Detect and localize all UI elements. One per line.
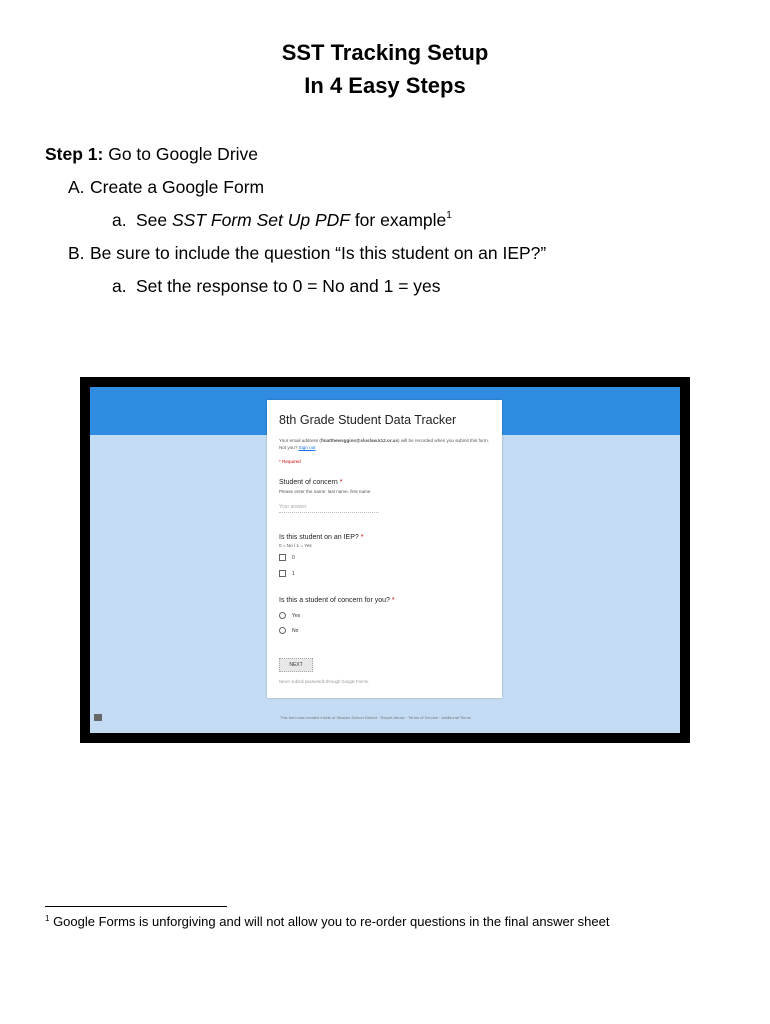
question-1-label: Student of concern	[279, 479, 338, 486]
document-title-line1: SST Tracking Setup	[281, 40, 489, 65]
email-address: fmatthewsggins@sluslaw.k12.or.us	[320, 438, 399, 443]
password-warning: Never submit passwords through Google Forms.	[279, 679, 370, 684]
footnote-text: Google Forms is unforgiving and will not allow you to re-order questions in the final answer sheet	[49, 914, 610, 929]
step-1a-a-line	[112, 208, 452, 232]
question-1-title	[279, 479, 342, 486]
form-screenshot	[80, 377, 690, 743]
checkbox-icon[interactable]	[279, 570, 286, 577]
list-marker: a.	[112, 210, 127, 230]
required-star: *	[391, 597, 395, 604]
concern-option-yes[interactable]	[279, 612, 300, 619]
step-1b-a-line	[112, 274, 441, 298]
step-1b-line	[68, 241, 546, 265]
email-note-post: ) will be recorded when you submit this form. Not you?	[279, 438, 489, 450]
required-note: * Required	[279, 459, 301, 464]
list-marker: B.	[68, 243, 85, 263]
email-note-pre: Your email address (	[279, 438, 321, 443]
concern-option-no[interactable]	[279, 627, 298, 634]
question-1-subtitle: Please enter the name: last name, first name	[279, 489, 371, 494]
footnote-divider	[45, 906, 227, 907]
step-1a-a-suffix: for example	[349, 210, 447, 230]
student-name-input[interactable]: Your answer	[279, 504, 379, 513]
form-card	[267, 400, 502, 698]
next-button[interactable]: NEXT	[279, 658, 313, 672]
step-1b-a-text: Set the response to 0 = No and 1 = yes	[136, 276, 441, 296]
required-star: *	[339, 479, 343, 486]
form-screen	[90, 387, 680, 733]
iep-option-0[interactable]	[279, 554, 295, 561]
footnote-number: 1	[45, 914, 50, 923]
step-1b-text: Be sure to include the question “Is this student on an IEP?”	[90, 243, 547, 263]
form-title: 8th Grade Student Data Tracker	[279, 413, 457, 427]
form-footer: This form was created inside of Siuslaw School District · Report Abuse · Terms of Service · Additional Terms	[280, 715, 471, 720]
question-2-label: Is this student on an IEP?	[279, 534, 359, 541]
report-flag-icon[interactable]	[94, 714, 102, 721]
option-label: 1	[292, 570, 295, 577]
radio-icon[interactable]	[279, 612, 286, 619]
step-1a-text: Create a Google Form	[90, 177, 265, 197]
iep-option-1[interactable]	[279, 570, 295, 577]
sign-out-link[interactable]: Sign out	[298, 444, 316, 450]
question-2-subtitle: 0 = No / 1 = Yes	[279, 543, 312, 548]
step-1-label: Step 1:	[45, 144, 104, 164]
question-3-label: Is this a student of concern for you?	[279, 597, 390, 604]
list-marker: a.	[112, 276, 127, 296]
question-3-title	[279, 597, 395, 604]
step-1-line	[45, 142, 258, 166]
option-label: 0	[292, 554, 295, 561]
footnote-ref[interactable]: 1	[446, 210, 452, 221]
pdf-reference: SST Form Set Up PDF	[172, 210, 350, 230]
list-marker: A.	[68, 177, 85, 197]
step-1-text: Go to Google Drive	[103, 144, 259, 164]
required-star: *	[360, 534, 364, 541]
footnote	[45, 913, 609, 931]
option-label: Yes	[292, 612, 301, 619]
email-note	[279, 438, 489, 451]
document-title-line2: In 4 Easy Steps	[304, 73, 466, 98]
step-1a-line	[68, 175, 264, 199]
radio-icon[interactable]	[279, 627, 286, 634]
step-1a-a-prefix: See	[136, 210, 172, 230]
question-2-title	[279, 534, 363, 541]
option-label: No	[292, 627, 299, 634]
checkbox-icon[interactable]	[279, 554, 286, 561]
